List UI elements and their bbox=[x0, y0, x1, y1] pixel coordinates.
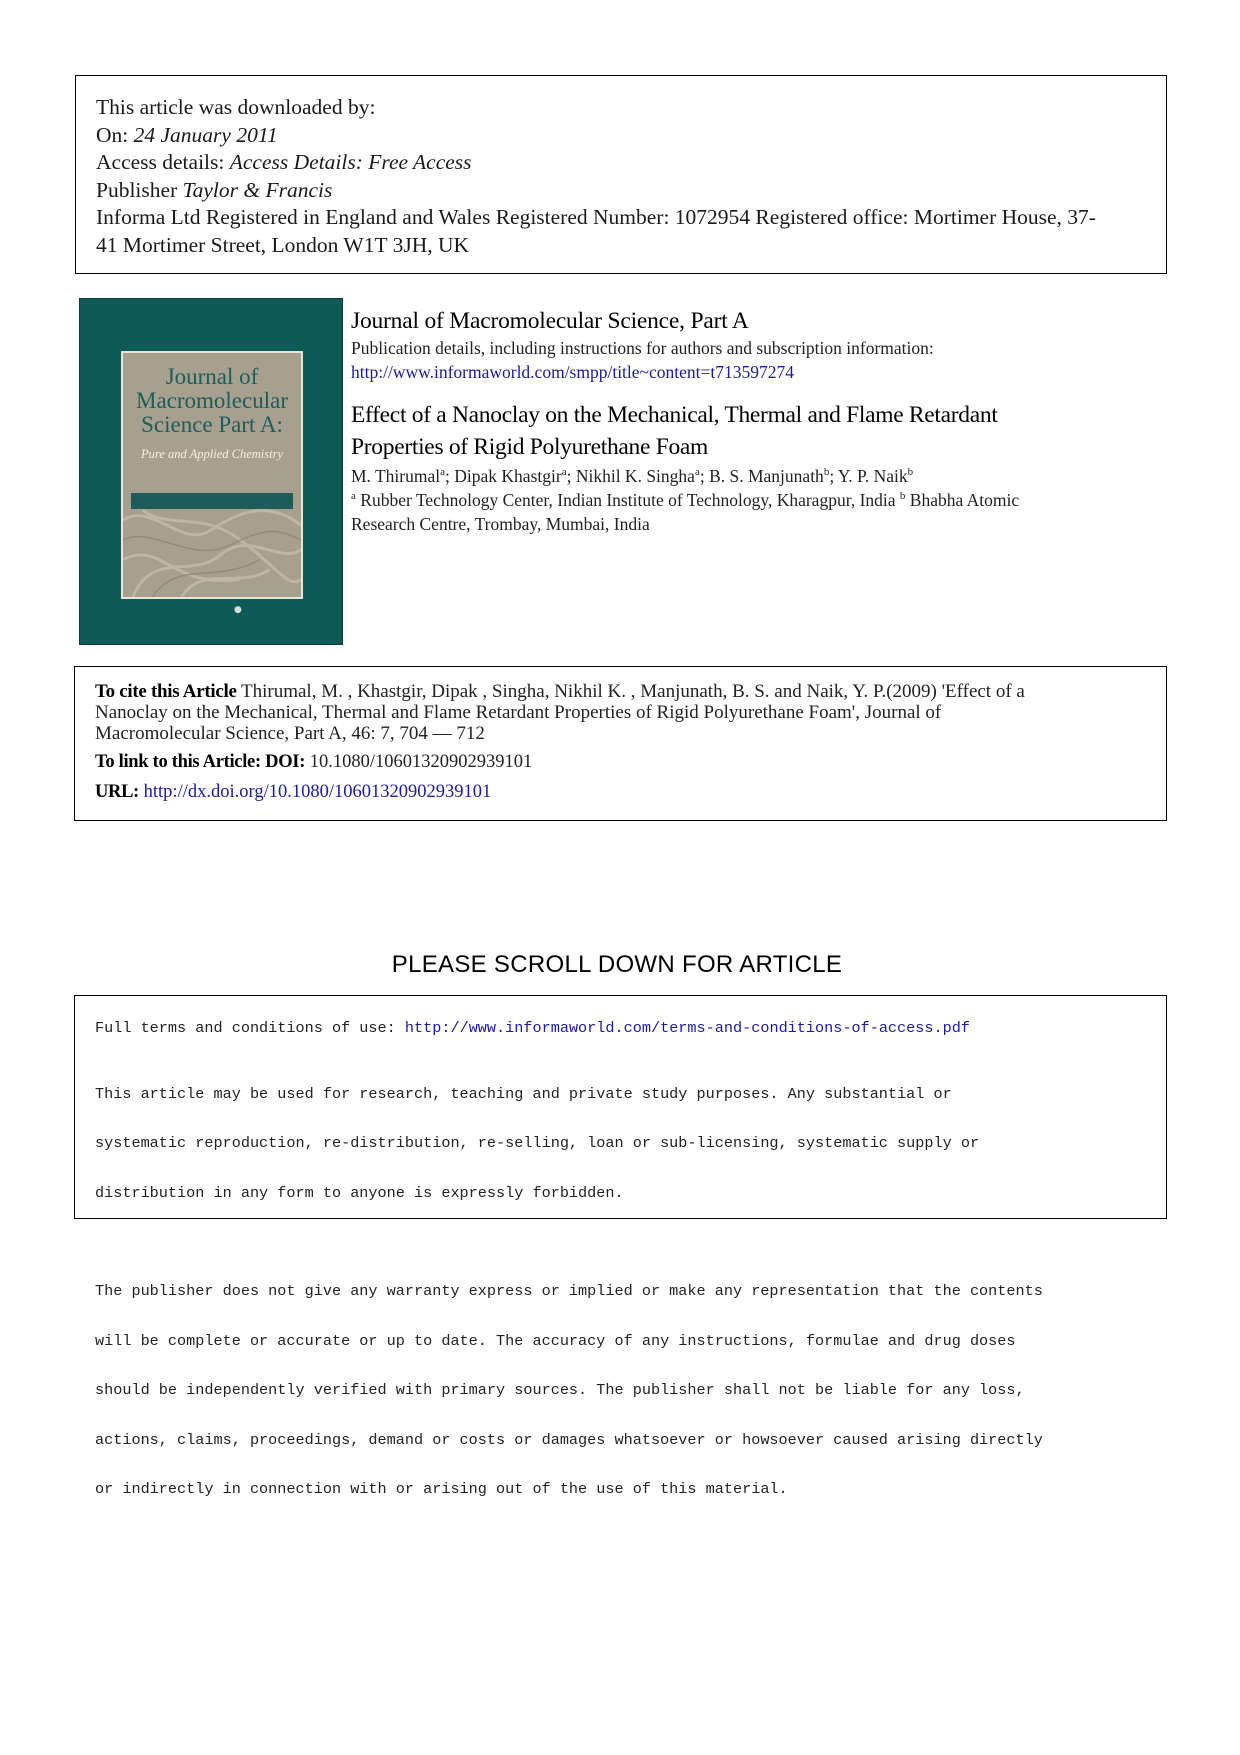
doi-label: To link to this Article: DOI: bbox=[95, 752, 306, 772]
author-name: Nikhil K. Singha bbox=[575, 466, 695, 486]
terms-paragraph-2 bbox=[95, 1250, 1146, 1531]
article-title bbox=[351, 399, 1181, 463]
cite-label: To cite this Article bbox=[95, 681, 237, 702]
terms-label: Full terms and conditions of use: bbox=[95, 1019, 405, 1037]
journal-cover-image bbox=[79, 298, 343, 645]
citation-line-2: Nanoclay on the Mechanical, Thermal and Flame Retardant Properties of Rigid Polyurethane Foam', Journal of bbox=[95, 702, 942, 723]
publisher-label: Publisher bbox=[96, 177, 183, 202]
author-separator: ; bbox=[829, 466, 838, 486]
cover-title: Journal of Macromolecular Science Part A: bbox=[136, 364, 288, 437]
terms-p2-line: actions, claims, proceedings, demand or costs or damages whatsoever or howsoever caused arising directly bbox=[95, 1430, 1043, 1449]
author-affiliation-mark: a bbox=[561, 466, 567, 479]
publisher-logo-icon: ● bbox=[234, 605, 242, 615]
citation-line-3: Macromolecular Science, Part A, 46: 7, 704 — 712 bbox=[95, 723, 485, 744]
affiliation-line-2: Research Centre, Trombay, Mumbai, India bbox=[351, 514, 650, 534]
terms-link-line bbox=[95, 1020, 1146, 1037]
author-list bbox=[351, 464, 1181, 488]
author-affiliation-mark: b bbox=[907, 466, 914, 479]
download-info-box bbox=[75, 75, 1167, 274]
terms-url-link[interactable]: http://www.informaworld.com/terms-and-conditions-of-access.pdf bbox=[404, 1019, 970, 1037]
cover-band bbox=[131, 493, 293, 509]
affiliation-b-text: Bhabha Atomic bbox=[905, 490, 1020, 510]
terms-p2-line: or indirectly in connection with or arising out of the use of this material. bbox=[95, 1480, 788, 1498]
terms-p2-line: The publisher does not give any warranty express or implied or make any representation that the contents bbox=[95, 1282, 1043, 1300]
journal-title: Journal of Macromolecular Science, Part A bbox=[351, 308, 749, 334]
terms-p2-line: will be complete or accurate or up to date. The accuracy of any instructions, formulae and drug doses bbox=[95, 1331, 1016, 1350]
author-affiliation-mark: a bbox=[694, 466, 700, 479]
journal-info bbox=[351, 306, 1181, 536]
terms-p1-line: This article may be used for research, teaching and private study purposes. Any substantial or bbox=[95, 1084, 952, 1103]
terms-p1-line: distribution in any form to anyone is expressly forbidden. bbox=[95, 1183, 624, 1202]
author-name: M. Thirumal bbox=[351, 466, 441, 486]
author bbox=[838, 466, 913, 486]
citation-text bbox=[95, 681, 1146, 744]
affiliation-line-1 bbox=[351, 488, 1181, 512]
affiliation-mark-a: a bbox=[351, 490, 356, 503]
author bbox=[576, 466, 709, 486]
citation-box bbox=[74, 666, 1167, 821]
author bbox=[454, 466, 576, 486]
author-separator: ; bbox=[445, 466, 455, 486]
author-separator: ; bbox=[699, 466, 710, 486]
doi-row bbox=[95, 750, 1146, 774]
scroll-notice: PLEASE SCROLL DOWN FOR ARTICLE bbox=[391, 951, 843, 978]
access-details-label: Access details: bbox=[96, 150, 230, 174]
url-label: URL: bbox=[95, 782, 140, 802]
author-name: Dipak Khastgir bbox=[454, 466, 562, 486]
affiliation-mark-b: b bbox=[899, 490, 906, 503]
author bbox=[709, 466, 838, 486]
download-date-value: 24 January 2011 bbox=[133, 122, 278, 147]
terms-p1-line: systematic reproduction, re-distribution, re-selling, loan or sub-licensing, systematic supply or bbox=[95, 1134, 980, 1152]
article-title-line-2: Properties of Rigid Polyurethane Foam bbox=[351, 434, 709, 460]
doi-url-link[interactable]: http://dx.doi.org/10.1080/10601320902939101 bbox=[139, 782, 492, 802]
doi-value: 10.1080/10601320902939101 bbox=[305, 752, 533, 772]
author-separator: ; bbox=[566, 466, 576, 486]
author-name: Y. P. Naik bbox=[837, 466, 908, 486]
terms-paragraph-1 bbox=[95, 1053, 1146, 1235]
registered-office-line-2: 41 Mortimer Street, London W1T 3JH, UK bbox=[96, 232, 470, 257]
author-affiliation-mark: b bbox=[823, 466, 830, 479]
downloaded-by-line: This article was downloaded by: bbox=[96, 95, 376, 119]
journal-url-link[interactable]: http://www.informaworld.com/smpp/title~content=t713597274 bbox=[351, 362, 795, 382]
citation-line-1-text: Thirumal, M. , Khastgir, Dipak , Singha, Nikhil K. , Manjunath, B. S. and Naik, Y. P.(2009) 'Effect of a bbox=[236, 681, 1025, 702]
publication-details: Publication details, including instructions for authors and subscription information: bbox=[351, 338, 934, 358]
article-title-line-1: Effect of a Nanoclay on the Mechanical, Thermal and Flame Retardant bbox=[351, 402, 998, 428]
download-date-label: On: bbox=[96, 122, 134, 147]
access-details-line bbox=[96, 149, 1146, 177]
registered-office-line-1: Informa Ltd Registered in England and Wales Registered Number: 1072954 Registered office: Mortimer House, 37- bbox=[96, 205, 1096, 229]
url-row bbox=[95, 780, 1146, 804]
author-name: B. S. Manjunath bbox=[709, 466, 824, 486]
download-date-line bbox=[96, 122, 1146, 150]
publisher-value: Taylor & Francis bbox=[182, 177, 333, 202]
publisher-line bbox=[96, 177, 1146, 205]
author-affiliation-mark: a bbox=[440, 466, 446, 479]
affiliation-a-text: Rubber Technology Center, Indian Institute of Technology, Kharagpur, India bbox=[355, 490, 900, 510]
author bbox=[351, 466, 454, 486]
terms-p2-line: should be independently verified with primary sources. The publisher shall not be liable for any loss, bbox=[95, 1381, 1025, 1399]
citation-line-1 bbox=[95, 681, 1146, 702]
cover-subtitle: Pure and Applied Chemistry bbox=[141, 447, 283, 461]
cover-panel bbox=[121, 351, 303, 599]
access-details-value: Access Details: Free Access bbox=[229, 150, 472, 174]
terms-box bbox=[74, 995, 1167, 1498]
